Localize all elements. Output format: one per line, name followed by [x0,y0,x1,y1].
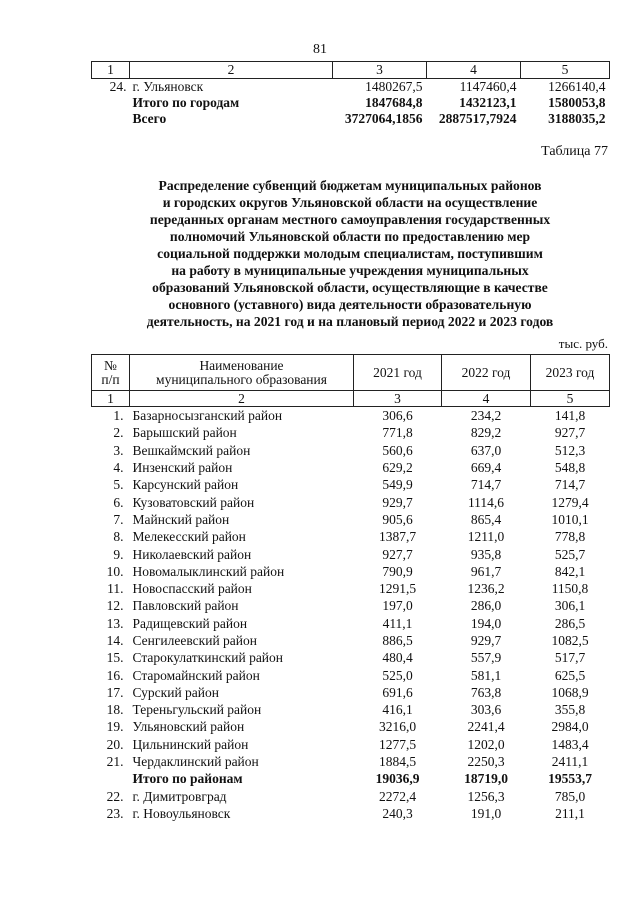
row-value-2021: 790,9 [382,563,413,579]
row-value-2021: 927,7 [382,546,413,562]
row-name: г. Ульяновск [132,79,204,94]
row-value-2022: 961,7 [470,563,502,579]
row-number: 18. [106,702,124,718]
row-value-2022: 234,2 [470,408,502,424]
row-value-2022: 1211,0 [467,529,505,545]
row-value-2023: 548,8 [554,460,586,476]
row-number: 4. [113,460,124,476]
title-line: на работу в муниципальные учреждения муниципальных [171,263,529,278]
title-line: деятельность, на 2021 год и на плановый период 2022 и 2023 годов [146,314,554,329]
row-number: 19. [106,719,124,735]
units-label: тыс. руб. [558,336,608,351]
main-table-column-numbers [92,391,610,407]
row-value-2021: 411,1 [382,615,413,631]
table-row [92,615,610,632]
title-line: образований Ульяновской области, осуществляющие в качестве [152,280,548,295]
table-row [92,753,610,770]
table-row [92,79,610,96]
row-value-2023: 1279,4 [551,494,589,510]
row-value-2021: 1387,7 [378,529,417,545]
row-name: Итого по городам [132,95,240,110]
row-name: Новоспасский район [132,581,252,597]
row-value-2021: 549,9 [382,477,413,493]
row-value-2023: 525,7 [554,546,586,562]
row-name: Всего [132,111,167,126]
table-row [92,788,610,805]
row-value-2023: 842,1 [554,563,586,579]
header-number [92,355,130,391]
table-row [92,666,610,683]
row-number: 7. [113,511,124,527]
top-col-2: 2 [130,62,333,79]
row-value-2021: 1884,5 [378,754,417,770]
colnum-2: 2 [130,391,354,407]
header-name-line1: Наименование [199,357,284,373]
row-number: 17. [106,684,124,700]
top-col-3: 3 [333,62,427,79]
row-number: 11. [107,581,124,597]
row-number: 15. [106,650,124,666]
title-line: переданных органам местного самоуправления государственных [149,212,551,227]
row-name: г. Димитровград [132,788,227,804]
row-name: Павловский район [132,598,239,614]
row-value-2022: 18719,0 [464,771,508,787]
row-name: Чердаклинский район [132,754,259,770]
row-value-2023: 625,5 [554,667,586,683]
top-col-1: 1 [92,62,130,79]
row-value-2023: 927,7 [554,425,586,441]
row-value-2021: 240,3 [382,805,413,821]
row-value-2022: 1147460,4 [459,79,517,94]
main-table-header-row [92,355,610,391]
title-line: Распределение субвенций бюджетам муниципальных районов [158,178,542,193]
row-name: Старокулаткинский район [132,650,284,666]
table-row [92,632,610,649]
row-value-2023: 1068,9 [551,684,589,700]
table-row [92,493,610,510]
row-number: 22. [106,788,124,804]
header-2022: 2022 год [442,355,531,391]
row-name: Вешкаймский район [132,442,251,458]
row-value-2022: 2241,4 [467,719,505,735]
row-number [92,95,130,111]
table-row [92,528,610,545]
table-row [92,95,610,111]
row-value-2021: 629,2 [382,460,413,476]
row-number: 23. [106,805,124,821]
table-row [92,597,610,614]
table-row [92,684,610,701]
table-row [92,718,610,735]
row-number [92,111,130,127]
row-value-2021: 691,6 [382,684,413,700]
row-value-2022: 714,7 [470,477,502,493]
title-line: полномочий Ульяновской области по предоставлению мер [169,229,531,244]
row-value-2023: 517,7 [554,650,586,666]
row-value-2023: 2411,1 [551,754,589,770]
row-name: Николаевский район [132,546,252,562]
row-value-2021: 929,7 [382,494,413,510]
row-value-2023: 1266140,4 [548,79,606,94]
row-value-2021: 560,6 [382,442,413,458]
colnum-4: 4 [442,391,531,407]
row-number: 8. [113,529,124,545]
row-name: Тереньгульский район [132,702,262,718]
row-number: 2. [113,425,124,441]
row-number: 1. [113,408,124,424]
table-row [92,736,610,753]
row-value-2023: 1580053,8 [548,95,606,110]
row-name: Ульяновский район [132,719,245,735]
continued-table [91,61,610,127]
row-value-2021: 306,6 [382,408,413,424]
row-number: 5. [113,477,124,493]
row-value-2022: 1236,2 [467,581,505,597]
top-col-4: 4 [427,62,521,79]
row-value-2021: 525,0 [382,667,413,683]
row-value-2022: 286,0 [470,598,502,614]
table-title [100,177,600,330]
row-number: 6. [113,494,124,510]
row-number: 14. [106,633,124,648]
row-name: Базарносызганский район [132,408,283,424]
row-number: 16. [106,667,124,683]
row-number: 9. [113,546,124,562]
top-table-header-row [92,62,610,79]
row-value-2021: 3216,0 [378,719,417,735]
row-value-2021: 197,0 [382,598,413,614]
row-value-2023: 1082,5 [551,633,589,648]
row-value-2022: 763,8 [470,684,502,700]
row-value-2022: 191,0 [470,805,502,821]
row-value-2021: 886,5 [382,633,413,648]
row-name: Мелекесский район [132,529,246,545]
row-value-2022: 865,4 [470,511,502,527]
row-number: 12. [106,598,124,614]
row-value-2022: 829,2 [470,425,502,441]
row-value-2021: 3727064,1856 [344,111,423,126]
row-number [92,770,130,787]
row-value-2022: 1114,6 [467,494,505,510]
header-2023: 2023 год [531,355,610,391]
row-value-2022: 557,9 [470,650,502,666]
table-row [92,701,610,718]
row-value-2023: 211,1 [555,805,585,821]
table-label: Таблица 77 [541,144,608,159]
table-row [92,511,610,528]
row-value-2022: 929,7 [470,633,502,648]
header-name [130,355,354,391]
row-value-2021: 480,4 [382,650,413,666]
colnum-1: 1 [92,391,130,407]
row-value-2023: 778,8 [554,529,586,545]
row-value-2021: 19036,9 [375,771,420,787]
row-value-2021: 771,8 [382,425,413,441]
row-value-2023: 1150,8 [551,581,589,597]
row-number: 13. [106,615,124,631]
table-row [92,424,610,441]
row-value-2021: 1480267,5 [365,79,423,94]
table-row [92,545,610,562]
row-number: 3. [113,442,124,458]
row-value-2021: 1291,5 [378,581,417,597]
row-name: Карсунский район [132,477,239,493]
colnum-5: 5 [531,391,610,407]
row-value-2022: 2887517,7924 [438,111,517,126]
row-number: 10. [106,563,124,579]
row-name: Сурский район [132,684,219,700]
row-name: Цильнинский район [132,736,249,752]
top-col-5: 5 [521,62,610,79]
colnum-3: 3 [354,391,442,407]
row-value-2022: 1256,3 [467,788,505,804]
title-line: социальной поддержки молодым специалистам, поступившим [157,246,543,261]
row-value-2022: 581,1 [470,667,502,683]
row-value-2021: 1277,5 [378,736,417,752]
row-number: 24. [109,79,127,94]
row-value-2021: 905,6 [382,511,413,527]
row-name: Кузоватовский район [132,494,255,510]
row-name: Итого по районам [132,771,243,787]
table-row [92,442,610,459]
row-name: Майнский район [132,511,230,527]
header-number-line1: № [104,357,117,373]
row-value-2023: 512,3 [554,442,586,458]
table-row [92,563,610,580]
page-number: 81 [313,42,327,57]
title-line: и городских округов Ульяновской области на осуществление [162,195,538,210]
row-value-2023: 306,1 [554,598,586,614]
row-value-2023: 286,5 [554,615,586,631]
row-value-2022: 1202,0 [467,736,505,752]
row-value-2022: 303,6 [470,702,502,718]
row-value-2022: 2250,3 [467,754,505,770]
row-value-2023: 355,8 [554,702,586,718]
row-value-2022: 935,8 [470,546,502,562]
row-value-2023: 141,8 [554,408,586,424]
table-row [92,649,610,666]
row-name: Радищевский район [132,615,248,631]
subvention-table [91,354,610,822]
row-value-2022: 637,0 [470,442,502,458]
header-number-line2: п/п [101,371,120,387]
row-value-2023: 3188035,2 [548,111,606,126]
row-name: Инзенский район [132,460,233,476]
row-value-2023: 2984,0 [551,719,589,735]
row-value-2022: 194,0 [470,615,502,631]
row-number: 21. [106,754,124,770]
row-name: Новомалыклинский район [132,563,285,579]
row-name: Барышский район [132,425,237,441]
title-line: основного (уставного) вида деятельности образовательную [168,297,532,312]
table-row [92,770,610,787]
row-value-2022: 669,4 [470,460,502,476]
row-value-2021: 2272,4 [378,788,417,804]
header-2021: 2021 год [354,355,442,391]
row-name: Сенгилеевский район [132,633,257,648]
table-row [92,476,610,493]
row-value-2021: 1847684,8 [365,95,423,110]
row-number: 20. [106,736,124,752]
table-row [92,805,610,822]
row-value-2023: 785,0 [554,788,586,804]
table-row [92,459,610,476]
row-value-2023: 1483,4 [551,736,589,752]
table-row [92,407,610,425]
row-value-2021: 416,1 [382,702,413,718]
row-name: г. Новоульяновск [132,805,231,821]
row-value-2022: 1432123,1 [459,95,517,110]
row-value-2023: 1010,1 [551,511,589,527]
header-name-line2: муниципального образования [156,371,327,387]
row-value-2023: 19553,7 [548,771,592,787]
row-name: Старомайнский район [132,667,260,683]
row-value-2023: 714,7 [554,477,586,493]
table-row [92,580,610,597]
table-row [92,111,610,127]
